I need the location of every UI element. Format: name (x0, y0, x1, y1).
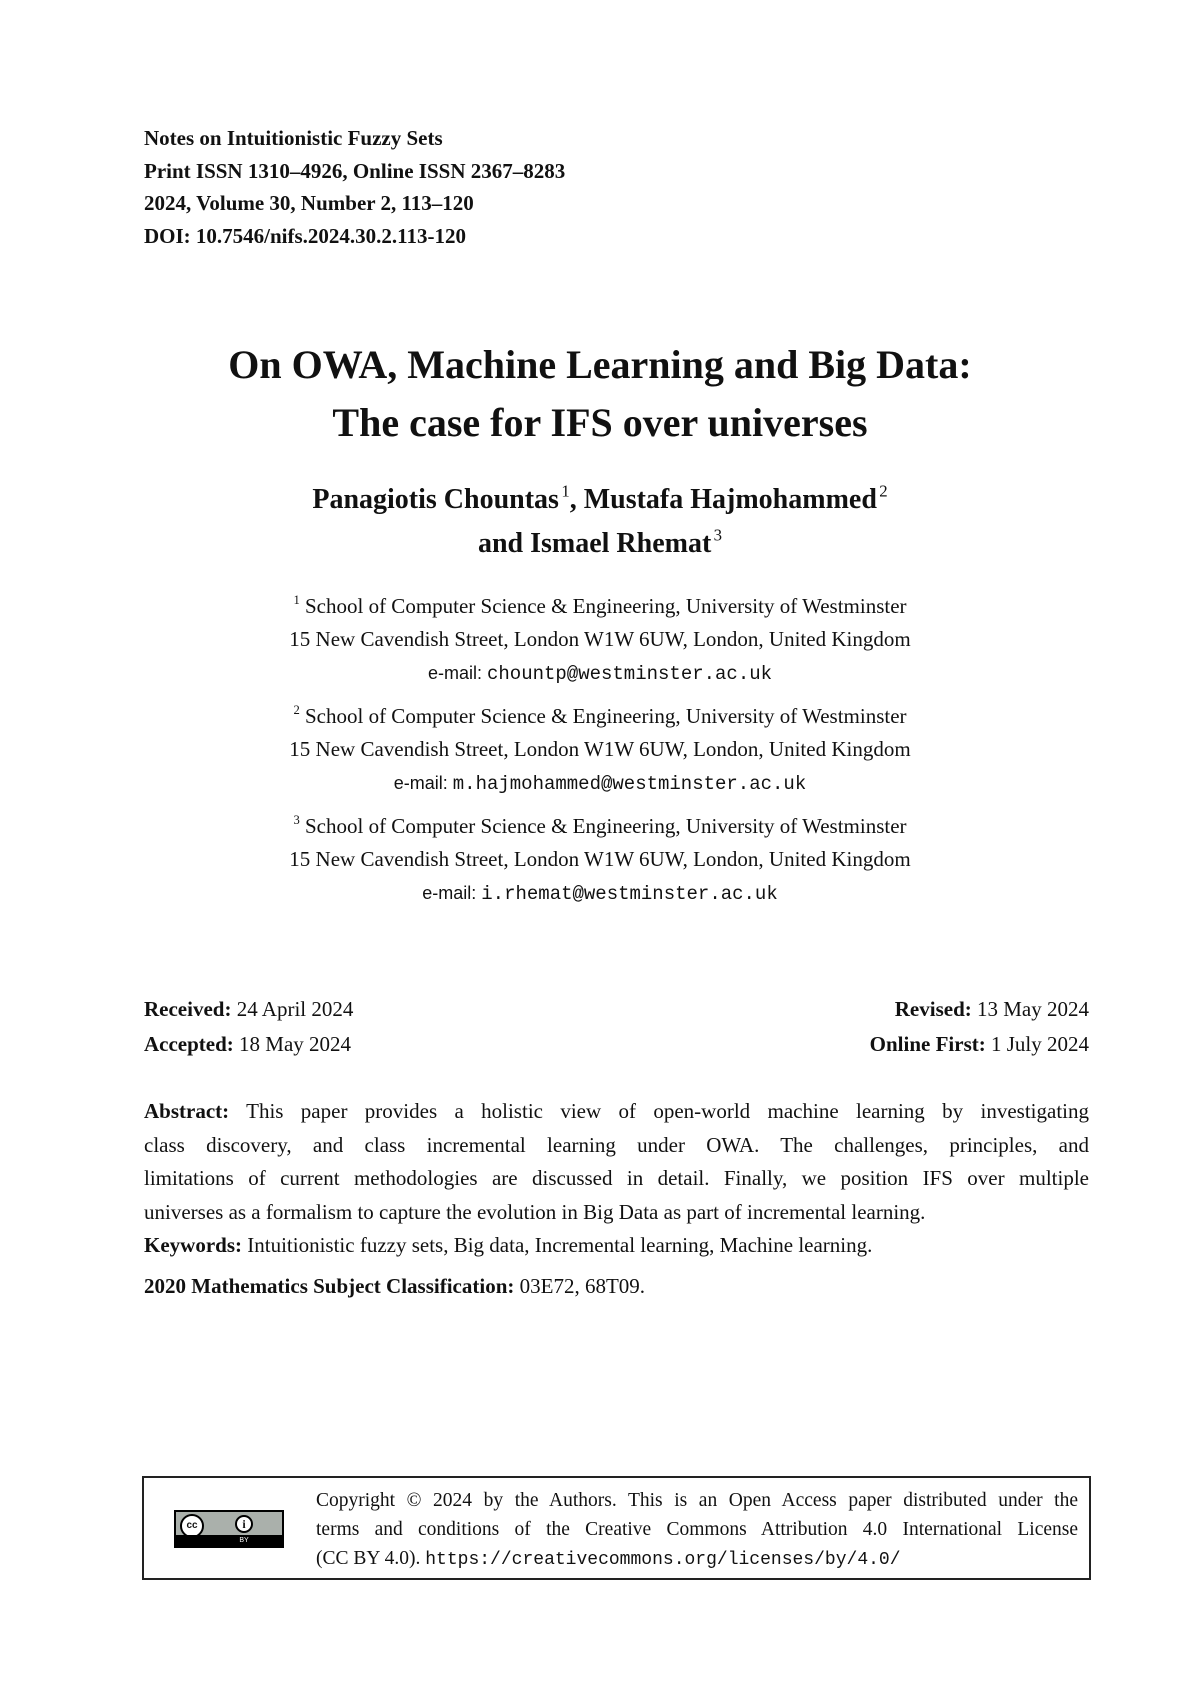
affiliation-school: School of Computer Science & Engineering, University of Westminster (304, 704, 907, 728)
abstract (144, 1095, 1089, 1303)
paper-title (0, 336, 1200, 452)
attribution-icon: i (235, 1515, 253, 1533)
received-date (144, 992, 353, 1027)
author-affiliation-marker: 3 (713, 525, 723, 545)
keywords-label: Keywords: (144, 1233, 242, 1257)
abstract-line: universes as a formalism to capture the evolution in Big Data as part of incremental learning. (144, 1199, 926, 1224)
online-first-value: 1 July 2024 (985, 1032, 1089, 1056)
msc-text: 03E72, 68T09. (514, 1273, 646, 1298)
journal-volume: 2024, Volume 30, Number 2, 113–120 (144, 191, 474, 215)
by-label: BY (176, 1535, 282, 1546)
email-label: e-mail: (422, 883, 482, 903)
email-link[interactable]: i.rhemat@westminster.ac.uk (481, 883, 778, 905)
cc-icon: cc (180, 1514, 204, 1538)
affiliation-address: 15 New Cavendish Street, London W1W 6UW, London, United Kingdom (289, 627, 911, 651)
email-link[interactable]: m.hajmohammed@westminster.ac.uk (452, 773, 807, 795)
author-name: Panagiotis Chountas (312, 484, 559, 515)
accepted-value: 18 May 2024 (233, 1032, 352, 1056)
online-first-label: Online First: (869, 1032, 986, 1056)
email-label: e-mail: (427, 663, 487, 683)
journal-doi: DOI: 10.7546/nifs.2024.30.2.113-120 (144, 223, 467, 248)
cc-by-badge[interactable] (174, 1510, 284, 1548)
email-label: e-mail: (393, 773, 453, 793)
revised-date (895, 992, 1089, 1027)
email-link[interactable]: chountp@westminster.ac.uk (486, 663, 773, 685)
affiliation-marker: 2 (293, 703, 300, 718)
keywords-text: Intuitionistic fuzzy sets, Big data, Incremental learning, Machine learning. (242, 1233, 873, 1257)
abstract-label: Abstract: (144, 1099, 230, 1123)
title-line-2: The case for IFS over universes (332, 400, 868, 445)
accepted-date (144, 1027, 351, 1062)
accepted-label: Accepted: (144, 1032, 234, 1056)
author-separator: , (569, 484, 584, 515)
author-name: Mustafa Hajmohammed (583, 484, 877, 515)
affiliation-address: 15 New Cavendish Street, London W1W 6UW, London, United Kingdom (289, 737, 911, 761)
author-name: Ismael Rhemat (530, 528, 712, 559)
affiliation-1 (0, 590, 1200, 691)
received-label: Received: (144, 997, 232, 1021)
abstract-line: This paper provides a holistic view of open-world machine learning by investigating (229, 1099, 1089, 1123)
author-conjunction: and (477, 528, 531, 559)
affiliation-marker: 1 (293, 593, 300, 608)
affiliation-3 (0, 810, 1200, 911)
license-text (316, 1486, 1078, 1575)
keywords (144, 1229, 1089, 1263)
affiliation-2 (0, 700, 1200, 801)
license-line: Copyright © 2024 by the Authors. This is an Open Access paper distributed under the (316, 1490, 1078, 1511)
revised-value: 13 May 2024 (971, 997, 1089, 1021)
revised-label: Revised: (894, 997, 972, 1021)
abstract-line: class discovery, and class incremental learning under OWA. The challenges, principles, and (144, 1132, 1089, 1157)
abstract-line: limitations of current methodologies are discussed in detail. Finally, we position IFS over multiple (144, 1166, 1089, 1190)
received-value: 24 April 2024 (231, 997, 354, 1021)
affiliation-school: School of Computer Science & Engineering, University of Westminster (304, 814, 907, 838)
license-box (142, 1476, 1091, 1580)
license-url-link[interactable]: https://creativecommons.org/licenses/by/4.0/ (425, 1550, 901, 1570)
affiliation-marker: 3 (293, 813, 300, 828)
online-first-date (870, 1027, 1089, 1062)
license-line: terms and conditions of the Creative Commons Attribution 4.0 International License (316, 1519, 1078, 1540)
author-affiliation-marker: 2 (879, 481, 888, 501)
author-affiliation-marker: 1 (561, 481, 570, 501)
title-line-1: On OWA, Machine Learning and Big Data: (228, 342, 972, 387)
license-line: (CC BY 4.0). (316, 1548, 426, 1569)
msc-label: 2020 Mathematics Subject Classification: (144, 1273, 515, 1298)
publication-dates (144, 992, 1089, 1062)
journal-header (144, 122, 565, 252)
author-list (0, 478, 1200, 566)
affiliation-school: School of Computer Science & Engineering, University of Westminster (304, 594, 907, 618)
journal-name: Notes on Intuitionistic Fuzzy Sets (144, 126, 443, 150)
affiliation-address: 15 New Cavendish Street, London W1W 6UW, London, United Kingdom (289, 847, 911, 871)
journal-issn: Print ISSN 1310–4926, Online ISSN 2367–8283 (144, 158, 566, 183)
msc-classification (144, 1270, 1089, 1304)
